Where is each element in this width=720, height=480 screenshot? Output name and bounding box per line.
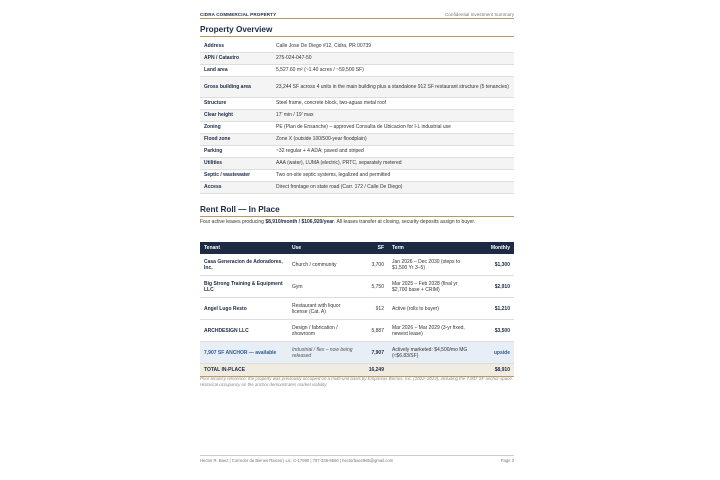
- header-property-name: CIDRA COMMERCIAL PROPERTY: [200, 12, 277, 17]
- rent-roll-sf: 5,887: [358, 320, 388, 342]
- rent-roll-sf: 7,907: [358, 342, 388, 364]
- rent-roll-sf: 5,750: [358, 276, 388, 298]
- prior-tenancy-note: Prior tenancy reference: the property was previously occupied on a multi-unit basis by Empresas Berrios, Inc. (2022–2024), including the 7,907 SF anchor space. Historical occupancy on the anchor demonstrates market viability.: [200, 376, 514, 387]
- overview-value: 23,244 SF across 4 units in the main building plus a standalone 912 SF restaurant structure (5 tenancies): [272, 76, 514, 97]
- overview-title-rule: [200, 36, 514, 37]
- overview-value: Calle Jose De Diego #12, Cidra, PR 00739: [272, 40, 514, 52]
- total-label: TOTAL IN-PLACE: [200, 364, 358, 377]
- page-footer: [200, 458, 514, 463]
- col-tenant: Tenant: [200, 242, 288, 254]
- overview-value: AAA (water), LUMA (electric), PRTC, separately metered: [272, 157, 514, 169]
- total-sf: 16,249: [358, 364, 388, 377]
- overview-value: 275-024-047-50: [272, 52, 514, 64]
- intro-separator: /: [297, 219, 302, 225]
- rent-roll-header-row: [200, 242, 514, 254]
- rent-roll-title-rule: [200, 216, 514, 217]
- intro-prefix: Four active leases producing: [200, 219, 266, 225]
- rent-roll-tenant: Angel Lugo Resto: [200, 298, 288, 320]
- header-divider: [200, 18, 514, 19]
- overview-key: Parking: [200, 145, 272, 157]
- rent-roll-title: Rent Roll — In Place: [200, 205, 280, 214]
- col-term: Term: [388, 242, 478, 254]
- overview-key: Zoning: [200, 121, 272, 133]
- col-monthly: Monthly: [478, 242, 514, 254]
- overview-row: [200, 109, 514, 121]
- overview-key: Land area: [200, 64, 272, 76]
- overview-row: [200, 133, 514, 145]
- overview-value: ~32 regular + 4 ADA; paved and striped: [272, 145, 514, 157]
- rent-roll-monthly: $1,210: [478, 298, 514, 320]
- overview-key: Address: [200, 40, 272, 52]
- rent-roll-monthly: $2,910: [478, 276, 514, 298]
- col-sf: SF: [358, 242, 388, 254]
- rent-roll-monthly: $3,500: [478, 320, 514, 342]
- overview-value: 5,527.60 m² (~1.40 acres / ~59,500 SF): [272, 64, 514, 76]
- overview-value: Direct frontage on state road (Carr. 172 / Calle De Diego): [272, 181, 514, 193]
- overview-value: PE (Plan de Ensanche) – approved Consulta de Ubicacion for I-L industrial use: [272, 121, 514, 133]
- overview-key: Access: [200, 181, 272, 193]
- col-use: Use: [288, 242, 358, 254]
- rent-roll-row: [200, 298, 514, 320]
- intro-suffix: . All leases transfer at closing, security deposits assign to buyer.: [334, 219, 476, 225]
- rent-roll-term: Jan 2026 – Dec 2030 (steps to $1,500 Yr 3–5): [388, 254, 478, 276]
- overview-row: [200, 121, 514, 133]
- document-page: [200, 0, 514, 480]
- rent-roll-row: [200, 276, 514, 298]
- rent-roll-tenant: Big Strong Training & Equipment LLC: [200, 276, 288, 298]
- overview-row: [200, 76, 514, 97]
- intro-monthly-income: $8,910/month: [265, 219, 298, 225]
- overview-row: [200, 52, 514, 64]
- rent-roll-term: Mar 2025 – Feb 2028 (final yr $2,700 base + CRIM): [388, 276, 478, 298]
- rent-roll-row: [200, 320, 514, 342]
- rent-roll-sf: 3,700: [358, 254, 388, 276]
- overview-key: Septic / wastewater: [200, 169, 272, 181]
- overview-row: [200, 157, 514, 169]
- rent-roll-intro: [200, 219, 514, 226]
- rent-roll-use: Church / community: [288, 254, 358, 276]
- overview-key: Gross building area: [200, 76, 272, 97]
- overview-row: [200, 169, 514, 181]
- total-term-empty: [388, 364, 478, 377]
- overview-key: Structure: [200, 97, 272, 109]
- overview-row: [200, 145, 514, 157]
- footer-contact: Hector R. Baez | Corredor de Bienes Raices | Lic. C-17990 | 787-336-9560 | hectorbaez965@gmail.com: [200, 458, 394, 463]
- header-document-type: Confidential Investment Summary: [445, 12, 514, 17]
- overview-value: Zone X (outside 100/500-year floodplain): [272, 133, 514, 145]
- overview-row: [200, 64, 514, 76]
- rent-roll-use: Gym: [288, 276, 358, 298]
- intro-yearly-income: $106,920/year: [301, 219, 334, 225]
- overview-value: Two on-site septic systems, legalized and permitted: [272, 169, 514, 181]
- total-monthly: $8,910: [478, 364, 514, 377]
- rent-roll-total-row: [200, 364, 514, 377]
- rent-roll-tenant: 7,907 SF ANCHOR — available: [200, 342, 288, 364]
- footer-divider: [200, 455, 514, 456]
- overview-key: Flood zone: [200, 133, 272, 145]
- rent-roll-row: [200, 254, 514, 276]
- rent-roll-term: Active (rolls to buyer): [388, 298, 478, 320]
- footer-page-number: Page 3: [500, 458, 514, 463]
- rent-roll-use: Design / fabrication / showroom: [288, 320, 358, 342]
- overview-row: [200, 181, 514, 193]
- rent-roll-table: [200, 242, 514, 377]
- rent-roll-term: Mar 2026 – Mar 2029 (3-yr fixed, newest lease): [388, 320, 478, 342]
- overview-value: 17' min / 19' max: [272, 109, 514, 121]
- overview-row: [200, 97, 514, 109]
- rent-roll-use: Restaurant with liquor license (Cat. A): [288, 298, 358, 320]
- overview-row: [200, 40, 514, 52]
- rent-roll-use: Industrial / flex – now being released: [288, 342, 358, 364]
- rent-roll-row: [200, 342, 514, 364]
- overview-title: Property Overview: [200, 25, 273, 34]
- rent-roll-sf: 912: [358, 298, 388, 320]
- overview-key: Utilities: [200, 157, 272, 169]
- page-header: [200, 9, 514, 17]
- rent-roll-term: Actively marketed: $4,500/mo MG (≈$6.83/SF): [388, 342, 478, 364]
- rent-roll-monthly: $1,300: [478, 254, 514, 276]
- overview-key: APN / Catastro: [200, 52, 272, 64]
- overview-key: Clear height: [200, 109, 272, 121]
- rent-roll-tenant: ARCHDESIGN LLC: [200, 320, 288, 342]
- property-overview-table: [200, 40, 514, 194]
- rent-roll-monthly: upside: [478, 342, 514, 364]
- overview-value: Steel frame, concrete block, two-aguas metal roof: [272, 97, 514, 109]
- rent-roll-tenant: Casa Generacion de Adoradores, Inc.: [200, 254, 288, 276]
